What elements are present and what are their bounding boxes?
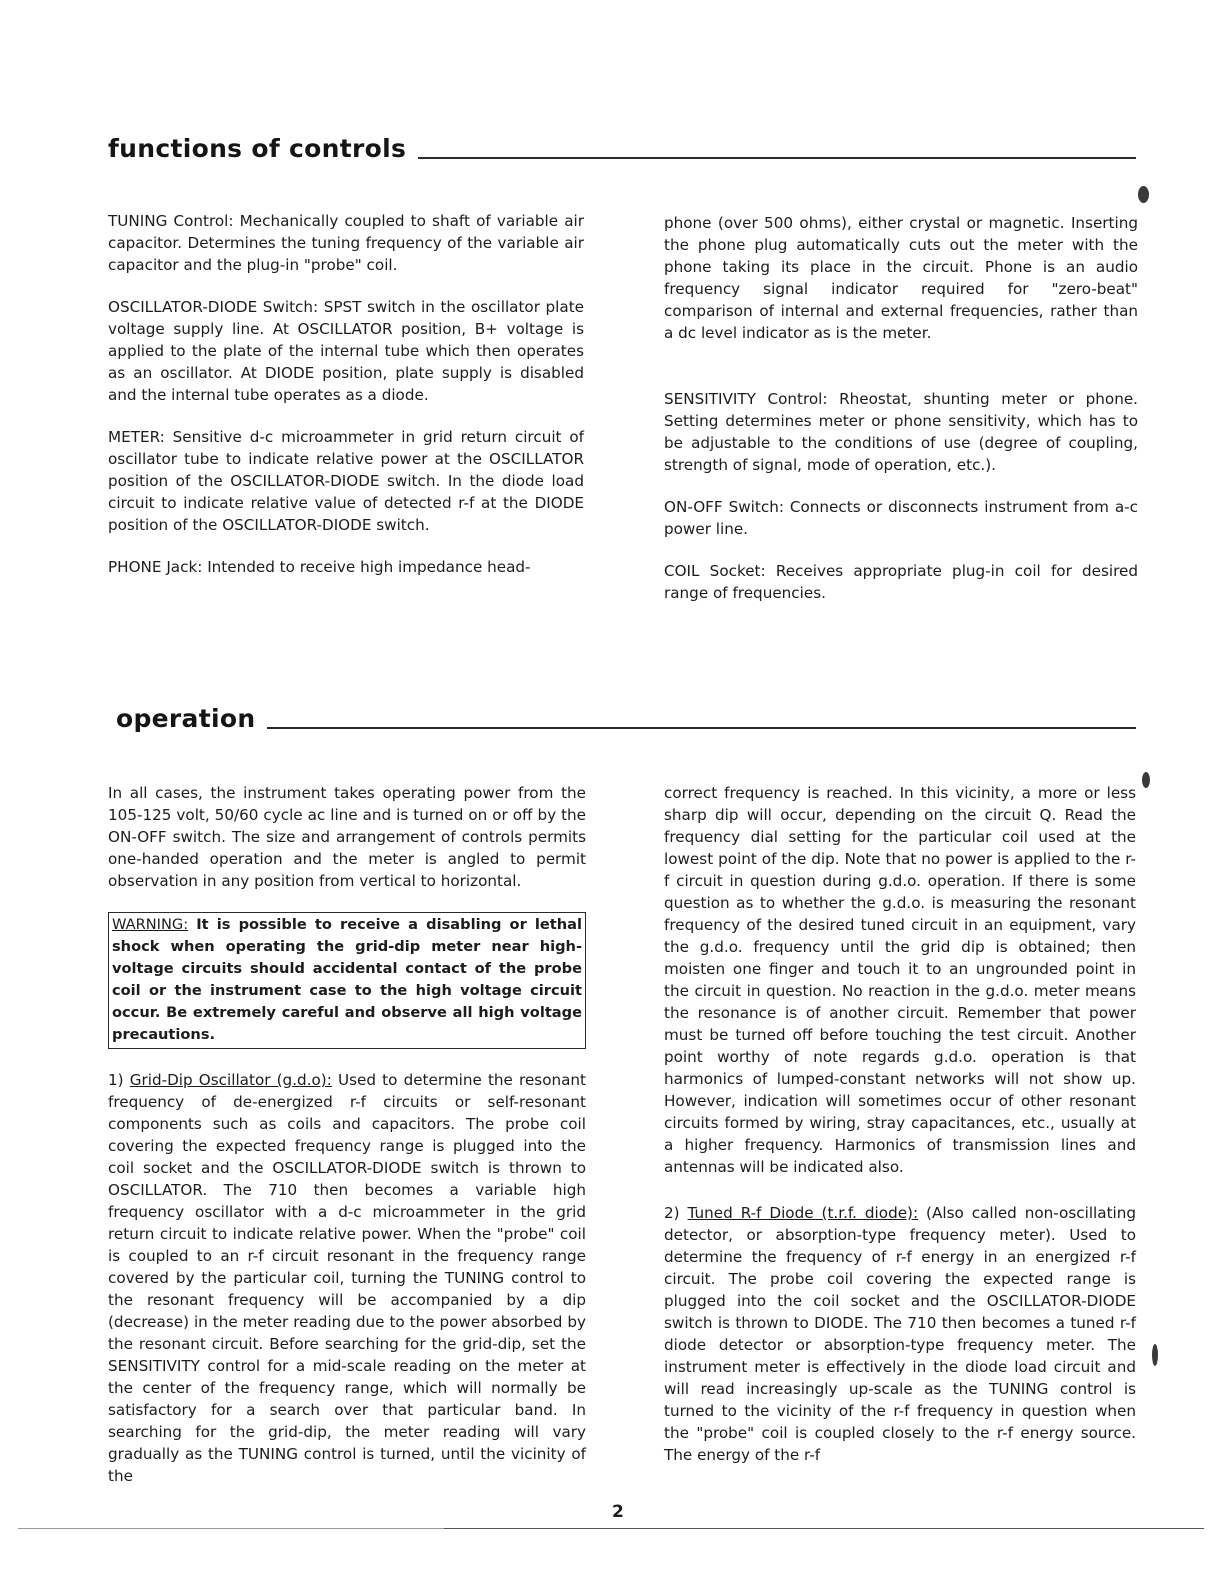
trf-number: 2): [664, 1204, 680, 1222]
gdo-continued: correct frequency is reached. In this vicinity, a more or less sharp dip will occur, depending on the circuit Q. Read the frequency dial setting for the particular coil used at the lowest point of the dip. Note that no power is applied to the r-f circuit in question during g.d.o. operation. If there is some question as to whether the g.d.o. is measuring the resonant frequency of the desired tuned circuit in an equipment, vary the g.d.o. frequency until the grid dip is obtained; then moisten one finger and touch it to an ungrounded point in the circuit in question. No reaction in the g.d.o. meter means the resonance is of another circuit. Remember that power must be turned off before touching the test circuit. Another point worthy of note regards g.d.o. operation is that harmonics of lumped-constant networks will not show up. However, indication will sometimes occur of other resonant circuits formed by wiring, stray capacitances, etc., usually at a higher frequency. Harmonics of transmission lines and antennas will be indicated also.: [664, 784, 1136, 1176]
binding-hole-mark-top: [1138, 186, 1149, 203]
trf-text: (Also called non-oscillating detector, or absorption-type frequency meter). Used to determine the frequency of r-f energy in an energized r-f circuit. The probe coil covering the expected range is plugged into the coil socket and the OSCILLATOR-DIODE switch is thrown to DIODE. The 710 then becomes a tuned r-f diode detector or absorption-type frequency meter. The instrument meter is effectively in the diode load circuit and will read increasingly up-scale as the TUNING control is turned to the vicinity of the r-f frequency in question when the "probe" coil is coupled closely to the r-f energy source. The energy of the r-f: [664, 1204, 1137, 1464]
gdo-title: Grid-Dip Oscillator (g.d.o):: [129, 1071, 332, 1089]
meter-text: Sensitive d-c microammeter in grid return circuit of oscillator tube to indicate relative power at the OSCILLATOR position of the OSCILLATOR-DIODE switch. In the diode load circuit to indicate relative value of detected r-f at the DIODE position of the OSCILLATOR-DIODE switch.: [108, 428, 584, 534]
meter-term: METER:: [108, 428, 165, 446]
warning-box: [108, 912, 586, 1049]
phone-jack-text: Intended to receive high impedance head-: [207, 558, 531, 576]
sensitivity-control-paragraph: [664, 388, 1138, 476]
warning-text: It is possible to receive a disabling or lethal shock when operating the grid-dip meter near high-voltage circuits should accidental contact of the probe coil or the instrument case to the high voltage circuit occur. Be extremely careful and observe all high voltage precautions.: [112, 916, 582, 1043]
tuning-control-text: Mechanically coupled to shaft of variable air capacitor. Determines the tuning frequency of the variable air capacitor and the plug-in "probe" coil.: [108, 212, 585, 274]
operation-heading: [116, 704, 1136, 733]
operation-intro: In all cases, the instrument takes operating power from the 105-125 volt, 50/60 cycle ac line and is turned on or off by the ON-OFF switch. The size and arrangement of controls permits one-handed operation and the meter is angled to permit observation in any position from vertical to horizontal.: [108, 784, 586, 890]
osc-diode-switch-paragraph: [108, 296, 584, 406]
tuning-control-term: TUNING Control:: [108, 212, 234, 230]
gdo-text: Used to determine the resonant frequency of de-energized r-f circuits or self-resonant components such as coils and capacitors. The probe coil covering the expected frequency range is plugged into the coil socket and the OSCILLATOR-DIODE switch is thrown to OSCILLATOR. The 710 then becomes a variable high frequency oscillator with a d-c microammeter in the grid return circuit to indicate relative power. When the "probe" coil is coupled to an r-f circuit resonant in the frequency range covered by the particular coil, turning the TUNING control to the resonant frequency will be accompanied by a dip (decrease) in the meter reading due to the power absorbed by the resonant circuit. Before searching for the grid-dip, set the SENSITIVITY control for a mid-scale reading on the meter at the center of the frequency range, which will normally be satisfactory for a search over that particular band. In searching for the grid-dip, the meter reading will vary gradually as the TUNING control is turned, until the vicinity of the: [108, 1071, 587, 1485]
phone-jack-paragraph: [108, 556, 584, 578]
functions-left-column: [108, 210, 584, 598]
osc-diode-switch-text: SPST switch in the oscillator plate voltage supply line. At OSCILLATOR position, B+ voltage is applied to the plate of the internal tube which then operates as an oscillator. At DIODE position, plate supply is disabled and the internal tube operates as a diode.: [108, 298, 584, 404]
operation-heading-text: operation: [116, 704, 256, 733]
gdo-number: 1): [108, 1071, 124, 1089]
on-off-switch-paragraph: [664, 496, 1138, 540]
coil-socket-text: Receives appropriate plug-in coil for desired range of frequencies.: [664, 562, 1139, 602]
sensitivity-control-term: SENSITIVITY Control:: [664, 390, 828, 408]
operation-left-column: [108, 782, 586, 1507]
footer-rule-left: [18, 1528, 448, 1529]
sensitivity-control-text: Rheostat, shunting meter or phone. Setting determines meter or phone sensitivity, which has to be adjustable to the conditions of use (degree of coupling, strength of signal, mode of operation, etc.).: [664, 390, 1138, 474]
functions-right-column: [664, 212, 1138, 624]
functions-heading: [108, 134, 1136, 163]
osc-diode-switch-term: OSCILLATOR-DIODE Switch:: [108, 298, 319, 316]
coil-socket-paragraph: [664, 560, 1138, 604]
functions-heading-rule: [418, 157, 1136, 159]
binding-hole-mark-middle: [1142, 772, 1150, 788]
tuning-control-paragraph: [108, 210, 584, 276]
phone-jack-continued: phone (over 500 ohms), either crystal or magnetic. Inserting the phone plug automatically cuts out the meter with the phone taking its place in the circuit. Phone is an audio frequency signal indicator required for "zero-beat" comparison of internal and external frequencies, rather than a dc level indicator as is the meter.: [664, 214, 1138, 342]
functions-heading-text: functions of controls: [108, 134, 407, 163]
operation-heading-rule: [267, 727, 1136, 729]
on-off-switch-term: ON-OFF Switch:: [664, 498, 784, 516]
operation-right-column: [664, 782, 1136, 1486]
page-number: 2: [612, 1502, 624, 1522]
footer-rule-right: [444, 1528, 1204, 1529]
warning-label: WARNING:: [112, 916, 189, 933]
on-off-switch-text: Connects or disconnects instrument from a-c power line.: [664, 498, 1138, 538]
gdo-paragraph: [108, 1069, 586, 1487]
binding-hole-mark-bottom: [1152, 1344, 1158, 1366]
meter-paragraph: [108, 426, 584, 536]
trf-diode-paragraph: [664, 1202, 1136, 1466]
coil-socket-term: COIL Socket:: [664, 562, 766, 580]
phone-jack-term: PHONE Jack:: [108, 558, 203, 576]
trf-title: Tuned R-f Diode (t.r.f. diode):: [687, 1204, 919, 1222]
